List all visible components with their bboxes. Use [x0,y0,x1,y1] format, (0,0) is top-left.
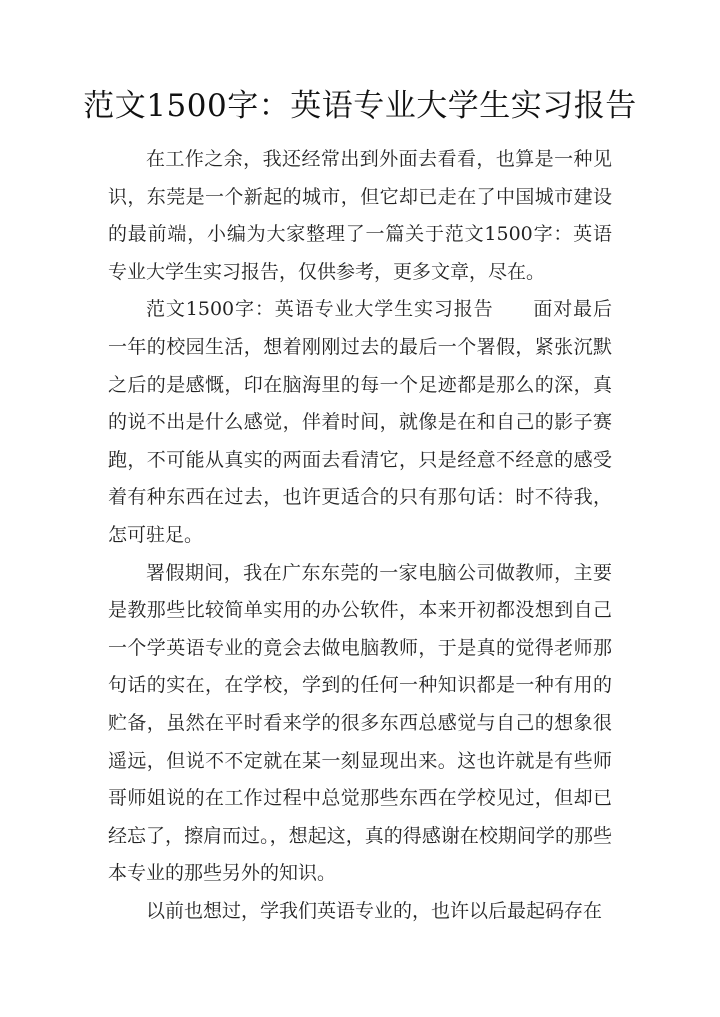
document-title: 范文1500字：英语专业大学生实习报告 [83,88,637,124]
paragraph: 以前也想过，学我们英语专业的，也许以后最起码存在 [146,899,603,922]
paragraph: 范文1500字：英语专业大学生实习报告 面对最后一年的校园生活，想着刚刚过去的最后一个署假，紧张沉默之后的是感慨，印在脑海里的每一个足迹都是那么的深，真的说不出是什么感觉，伴着时间，就像是在和自己的影子赛跑，不可能从真实的两面去看清它，只是经意不经意的感受着有种东西在过去，也许更适合的只有那句话：时不待我，怎可驻足。 [108,298,612,546]
document-body [108,141,612,930]
paragraph: 在工作之余，我还经常出到外面去看看，也算是一种见识，东莞是一个新起的城市，但它却已走在了中国城市建设的最前端，小编为大家整理了一篇关于范文1500字：英语专业大学生实习报告，仅供参考，更多文章，尽在。 [108,148,612,283]
paragraph: 署假期间，我在广东东莞的一家电脑公司做教师，主要是教那些比较简单实用的办公软件，本来开初都没想到自己一个学英语专业的竟会去做电脑教师，于是真的觉得老师那句话的实在，在学校，学到的任何一种知识都是一种有用的贮备，虽然在平时看来学的很多东西总感觉与自己的想象很遥远，但说不不定就在某一刻显现出来。这也许就是有些师哥师姐说的在工作过程中总觉那些东西在学校见过，但却已经忘了，擦肩而过。，想起这，真的得感谢在校期间学的那些本专业的那些另外的知识。 [108,561,612,885]
